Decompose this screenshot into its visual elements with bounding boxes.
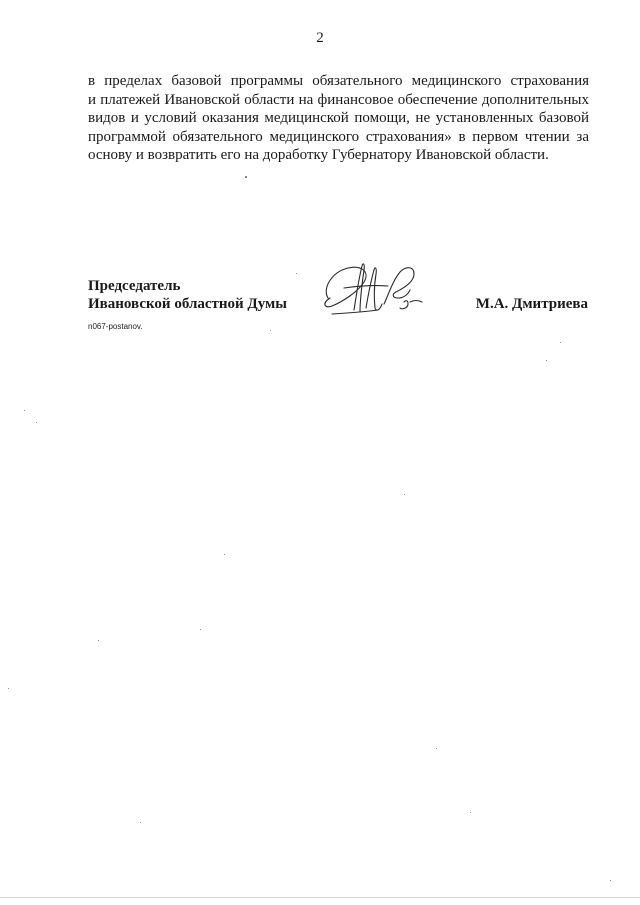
scan-speck (470, 812, 471, 813)
body-line: программой обязательного медицинского страхования» в первом чтении за (88, 128, 589, 145)
scan-speck (610, 880, 611, 881)
document-code: n067-postanov. (88, 322, 143, 331)
body-line: в пределах базовой программы обязательного медицинского страхования (88, 73, 589, 89)
scan-speck (98, 640, 99, 641)
scan-speck (140, 822, 141, 823)
scan-speck (560, 342, 561, 343)
scan-speck (24, 410, 25, 411)
scan-speck (224, 554, 225, 555)
scan-speck (270, 330, 271, 331)
scan-speck (245, 176, 247, 178)
body-paragraph (88, 72, 589, 165)
handwritten-signature (318, 258, 430, 320)
scan-speck (546, 360, 547, 361)
signer-name: М.А. Дмитриева (475, 296, 588, 312)
scan-speck (296, 273, 297, 274)
scan-speck (200, 629, 201, 630)
scan-edge-line (0, 897, 640, 898)
scan-speck (436, 748, 437, 749)
body-line: и платежей Ивановской области на финансовое обеспечение дополнительных (88, 91, 589, 108)
scan-speck (36, 422, 37, 423)
signer-title-line2: Ивановской областной Думы (88, 296, 287, 312)
scan-speck (404, 494, 405, 495)
page-number: 2 (316, 30, 324, 46)
signer-title-line1: Председатель (88, 278, 181, 294)
signer-title (88, 277, 287, 313)
scan-speck (8, 688, 9, 689)
body-line: видов и условий оказания медицинской помощи, не установленных базовой (88, 110, 589, 126)
body-line: основу и возвратить его на доработку Губернатору Ивановской области. (88, 147, 549, 163)
